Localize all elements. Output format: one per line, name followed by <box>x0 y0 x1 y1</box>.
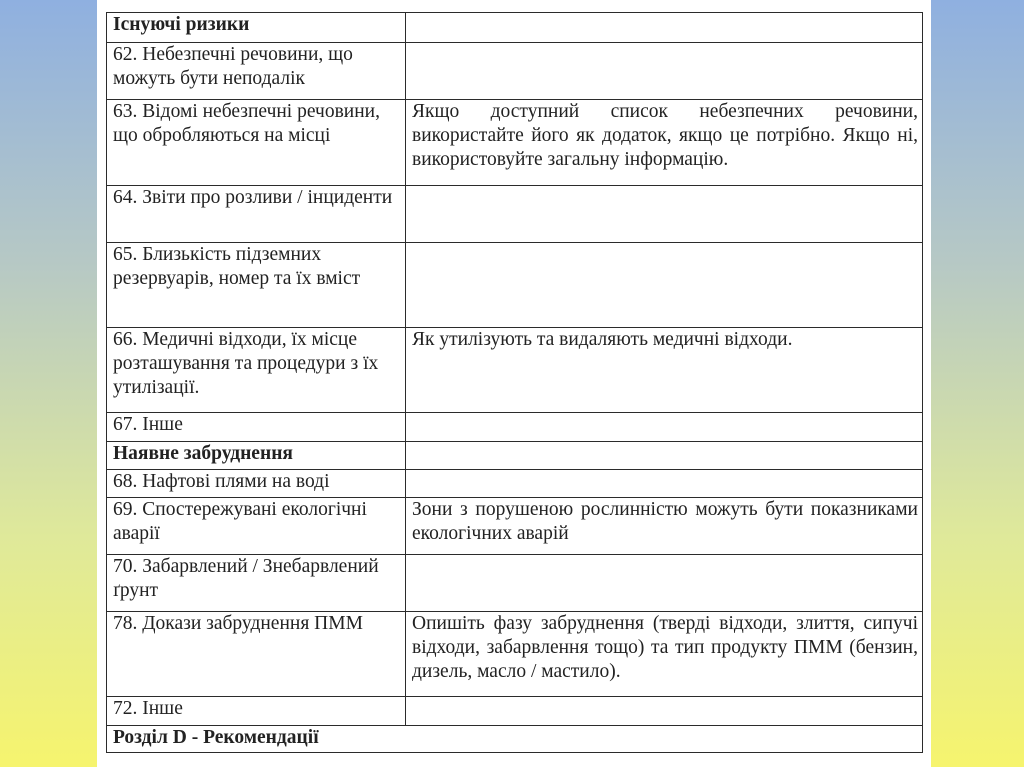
row-label: 78. Докази забруднення ПММ <box>107 612 406 697</box>
section-heading-recommendations: Розділ D - Рекомендації <box>107 726 923 753</box>
table-row <box>107 555 923 612</box>
row-label: 67. Інше <box>107 413 406 442</box>
section-heading-existing-pollution: Наявне забруднення <box>107 442 406 470</box>
table-cell <box>406 442 923 470</box>
row-label: 65. Близькість підземних резервуарів, номер та їх вміст <box>107 243 406 328</box>
table-cell <box>406 43 923 100</box>
row-label: 64. Звіти про розливи / інциденти <box>107 186 406 243</box>
table-row <box>107 413 923 442</box>
table-row <box>107 726 923 753</box>
table-cell <box>406 186 923 243</box>
table-cell <box>406 470 923 498</box>
table-row <box>107 470 923 498</box>
row-description: Якщо доступний список небезпечних речовини, використайте його як додаток, якщо це потрібно. Якщо ні, використовуйте загальну інформацію. <box>406 100 923 186</box>
risk-table <box>106 12 923 753</box>
table-row <box>107 612 923 697</box>
table-cell <box>406 413 923 442</box>
table-cell <box>406 13 923 43</box>
table-row <box>107 328 923 413</box>
table-row <box>107 498 923 555</box>
table-row <box>107 100 923 186</box>
row-label: 68. Нафтові плями на воді <box>107 470 406 498</box>
slide <box>97 0 931 767</box>
section-heading-existing-risks: Існуючі ризики <box>107 13 406 43</box>
row-description: Опишіть фазу забруднення (тверді відходи, злиття, сипучі відходи, забарвлення тощо) та тип продукту ПММ (бензин, дизель, масло / мастило). <box>406 612 923 697</box>
row-label: 66. Медичні відходи, їх місце розташування та процедури з їх утилізації. <box>107 328 406 413</box>
row-label: 69. Спостережувані екологічні аварії <box>107 498 406 555</box>
row-label: 72. Інше <box>107 697 406 726</box>
table-row <box>107 186 923 243</box>
row-label: 70. Забарвлений / Знебарвлений ґрунт <box>107 555 406 612</box>
table-row <box>107 43 923 100</box>
table-row <box>107 243 923 328</box>
table-cell <box>406 697 923 726</box>
table-row <box>107 442 923 470</box>
row-label: 63. Відомі небезпечні речовини, що обробляються на місці <box>107 100 406 186</box>
table-cell <box>406 555 923 612</box>
table-row <box>107 697 923 726</box>
table-row <box>107 13 923 43</box>
row-description: Як утилізують та видаляють медичні відходи. <box>406 328 923 413</box>
row-label: 62. Небезпечні речовини, що можуть бути неподалік <box>107 43 406 100</box>
row-description: Зони з порушеною рослинністю можуть бути показниками екологічних аварій <box>406 498 923 555</box>
table-cell <box>406 243 923 328</box>
